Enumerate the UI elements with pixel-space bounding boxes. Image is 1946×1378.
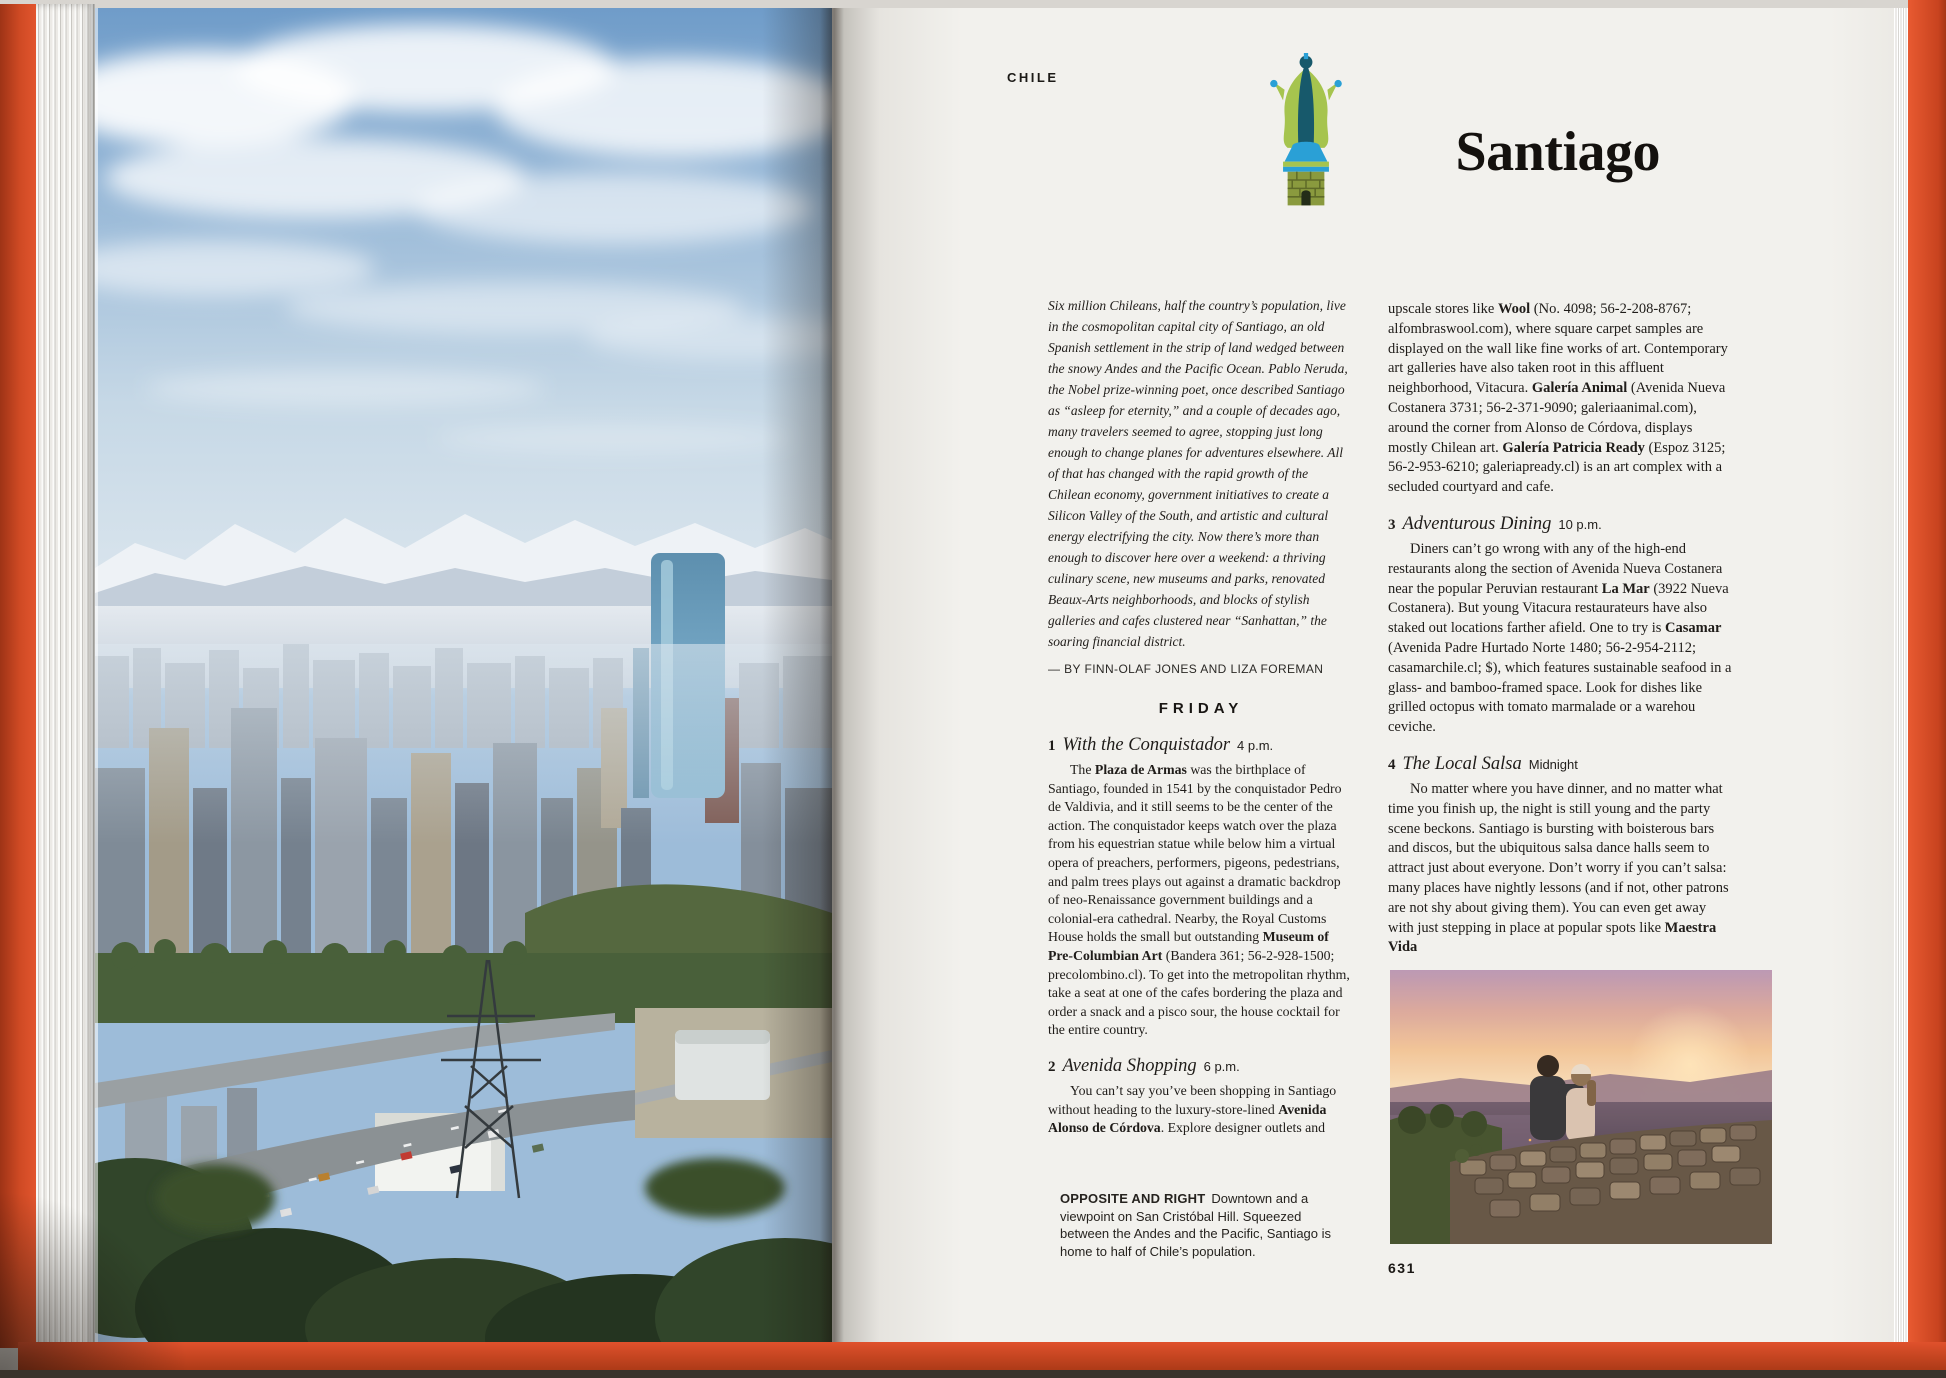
item-4-time: Midnight — [1528, 756, 1578, 772]
item-3-body: Diners can’t go wrong with any of the high-end restaurants along the section of Avenida Nueva Costanera near the popular Peruvian restaurant La Mar (3922 Nueva Costanera). But young Vitacura restaurateurs have also staked out locations farther afield. One to try is Casamar (Avenida Padre Hurtado Norte 1480; 56-2-954-2112; casamarchile.cl; $), which features sustainable seafood in a glass- and bamboo-framed space. Look for dishes like grilled octopus with tomato marmalade or a warehou ceviche. — [1388, 540, 1732, 736]
photo-caption — [1060, 1190, 1352, 1260]
item-1-body: The Plaza de Armas was the birthplace of Santiago, founded in 1541 by the conquistador Pedro de Valdivia, and it still seems to be the center of the action. The conquistador keeps watch over the plaza from his equestrian statue while below him a virtual opera of preachers, performers, pigeons, pedestrians, and palm trees plays out against a dramatic backdrop of neo-Renaissance government buildings and a colonial-era cathedral. Nearby, the Royal Customs House holds the small but outstanding Museum of Pre-Columbian Art (Bandera 361; 56-2-928-1500; precolombino.cl). To get into the metropolitan rhythm, take a seat at one of the cafes bordering the plaza and order a snack and a pisco sour, the house cocktail for the entire country. — [1048, 762, 1350, 1038]
item-3-time: 10 p.m. — [1558, 516, 1602, 532]
item-2-body: You can’t say you’ve been shopping in Santiago without heading to the luxury-store-lined Avenida Alonso de Córdova. Explore designer outlets and — [1048, 1082, 1337, 1136]
itinerary-item-1 — [1048, 735, 1354, 1040]
item-2-number: 2 — [1048, 1058, 1056, 1075]
item-1-title: With the Conquistador — [1062, 735, 1231, 755]
byline: — BY FINN-OLAF JONES AND LIZA FOREMAN — [1048, 662, 1324, 676]
item-1-number: 1 — [1048, 738, 1056, 754]
item-4-body: No matter where you have dinner, and no matter what time you finish up, the night is still young and the party scene beckons. Santiago is bursting with boisterous bars and discos, but the ubiquitous salsa dance halls seem to attract just about everyone. Don’t worry if you can’t salsa: many places have nightly lessons (and if not, other patrons are not shy about giving them). You can even get away with just stepping in place at popular spots like Maestra Vida — [1388, 780, 1729, 956]
item-4-title: The Local Salsa — [1402, 753, 1522, 774]
item-2-time: 6 p.m. — [1203, 1058, 1240, 1074]
itinerary-item-4 — [1388, 754, 1734, 958]
san-cristobal-viewpoint-photo — [1390, 970, 1772, 1244]
itinerary-item-2 — [1048, 1056, 1354, 1138]
left-page — [95, 8, 832, 1342]
page-edges-left — [36, 4, 95, 1348]
intro-paragraph: Six million Chileans, half the country’s population, live in the cosmopolitan capital city of Santiago, an old Spanish settlement in the strip of land wedged between the snowy Andes and the Pacific Ocean. Pablo Neruda, the Nobel prize-winning poet, once described Santiago as “asleep for eternity,” and a couple of decades ago, many travelers seemed to agree, stopping just long enough to change planes for adventures elsewhere. All of that has changed with the rapid growth of the Chilean economy, government initiatives to create a Silicon Valley of the South, and artistic and cultural energy electrifying the city. Now there’s more than enough to discover here over a weekend: a thriving culinary scene, new museums and parks, renovated Beaux-Arts neighborhoods, and blocks of stylish galleries and cafes clustered near “Sanhattan,” the soaring financial district. — [1048, 298, 1348, 649]
page-title: Santiago — [1455, 121, 1660, 183]
item-3-heading — [1388, 514, 1734, 535]
country-kicker: CHILE — [1007, 70, 1059, 85]
left-page-edge-highlight — [95, 8, 98, 1342]
day-header: FRIDAY — [1158, 700, 1244, 717]
item-1-time: 4 p.m. — [1237, 738, 1274, 753]
book-cover-right-edge — [1908, 0, 1946, 1378]
santiago-cityscape-photo — [95, 8, 832, 1342]
virgin-mary-statue-icon — [1260, 53, 1352, 206]
book-cover-left-edge — [0, 4, 36, 1348]
item-3-number: 3 — [1388, 516, 1396, 533]
item-2-title: Avenida Shopping — [1062, 1055, 1197, 1076]
item-4-number: 4 — [1388, 756, 1396, 773]
right-text-column — [1388, 295, 1734, 1276]
continuation-paragraph: upscale stores like Wool (No. 4098; 56-2-208-8767; alfombraswool.com), where square carpet samples are displayed on the wall like fine works of art. Contemporary art galleries have also taken root in this affluent neighborhood, Vitacura. Galería Animal (Avenida Nueva Costanera 3731; 56-2-371-9090; galeriaanimal.com), around the corner from Alonso de Córdova, displays mostly Chilean art. Galería Patricia Ready (Espoz 3125; 56-2-953-6210; galeriapready.cl) is an art complex with a secluded courtyard and cafe. — [1388, 301, 1728, 496]
book-cover-bottom-edge — [18, 1342, 1946, 1372]
floor-shadow — [0, 1370, 1946, 1378]
photo-caption-label: OPPOSITE AND RIGHT — [1060, 1191, 1206, 1206]
right-page — [832, 8, 1894, 1342]
item-3-title: Adventurous Dining — [1402, 513, 1552, 534]
itinerary-item-3 — [1388, 514, 1734, 738]
photo-caption-text: Downtown and a viewpoint on San Cristóbal Hill. Squeezed between the Andes and the Pacific, Santiago is home to half of Chile’s population. — [1060, 1191, 1332, 1259]
book-spine — [820, 8, 844, 1342]
page-number: 631 — [1388, 1260, 1416, 1277]
item-2-heading — [1048, 1056, 1354, 1077]
left-text-column — [1048, 295, 1354, 1138]
item-4-heading — [1388, 754, 1734, 775]
page-edges-right — [1894, 8, 1908, 1342]
item-1-heading — [1048, 735, 1354, 756]
